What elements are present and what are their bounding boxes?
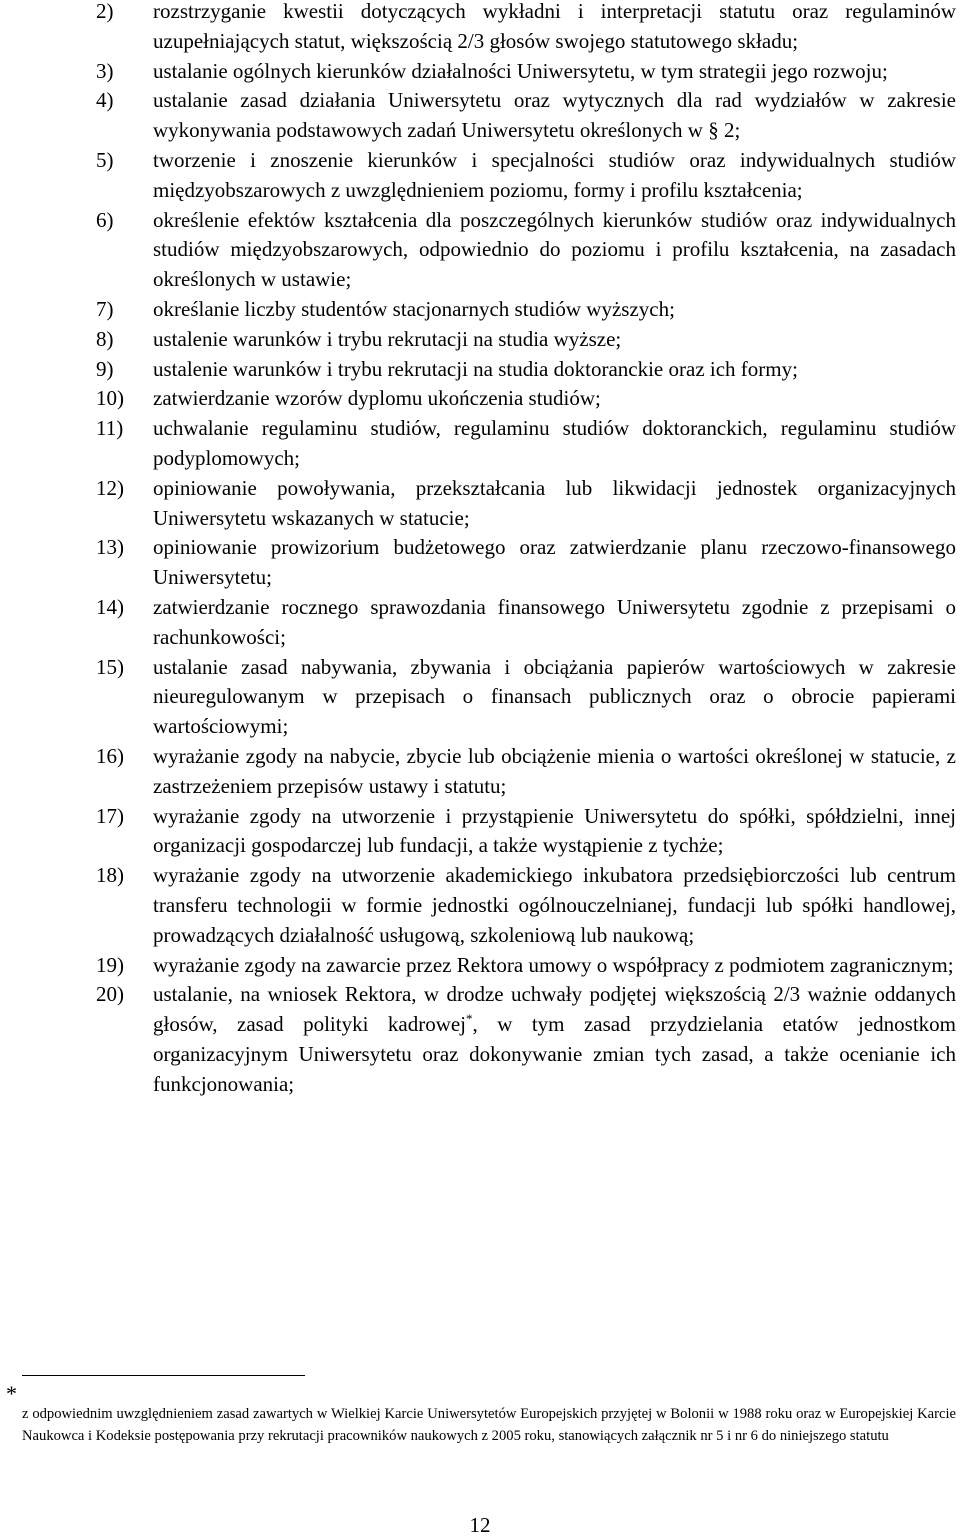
list-item-number: 8) xyxy=(96,326,114,351)
list-item-text: rozstrzyganie kwestii dotyczących wykładni i interpretacji statutu oraz regulaminów uzupełniających statut, większością 2/3 głosów swojego statutowego składu; xyxy=(153,0,956,53)
list-item xyxy=(96,355,956,385)
list-item-text: uchwalanie regulaminu studiów, regulaminu studiów doktoranckich, regulaminu studiów podyplomowych; xyxy=(153,416,956,470)
resolution-list xyxy=(96,0,956,1099)
list-item-number: 13) xyxy=(96,535,124,560)
list-item-number: 10) xyxy=(96,386,124,411)
list-item-text: zatwierdzanie rocznego sprawozdania finansowego Uniwersytetu zgodnie z przepisami o rachunkowości; xyxy=(153,594,956,649)
footnote-reference[interactable]: * xyxy=(466,1011,473,1027)
list-item-text: ustalenie warunków i trybu rekrutacji na studia wyższe; xyxy=(153,326,622,351)
list-item xyxy=(96,802,956,862)
list-item-number: 14) xyxy=(96,594,124,619)
list-item-number: 17) xyxy=(96,803,124,828)
list-item-text: wyrażanie zgody na utworzenie akademickiego inkubatora przedsiębiorczości lub centrum transferu technologii w formie jednostki ogólnouczelnianej, fundacji lub spółki handlowej, prowadzących działalność usługową, szkoleniową lub naukową; xyxy=(153,863,956,947)
list-item-number: 11) xyxy=(96,416,124,441)
text-after-footnote: , w tym zasad przydzielania etatów jednostkom organizacyjnym Uniwersytetu oraz dokonywanie zmian tych zasad, a także ocenianie ich funkcjonowania; xyxy=(153,1012,956,1096)
list-item-text: zatwierdzanie wzorów dyplomu ukończenia studiów; xyxy=(153,386,601,411)
list-item xyxy=(96,474,956,534)
list-item xyxy=(96,653,956,742)
list-item-number: 2) xyxy=(96,0,114,23)
page-number: 12 xyxy=(469,1513,491,1537)
list-item-number: 4) xyxy=(96,88,114,113)
list-item-number: 7) xyxy=(96,296,114,321)
list-item-text: tworzenie i znoszenie kierunków i specjalności studiów oraz indywidualnych studiów międzyobszarowych z uwzględnieniem poziomu, formy i profilu kształcenia; xyxy=(153,147,956,202)
list-item-number: 15) xyxy=(96,654,124,679)
list-item xyxy=(96,86,956,146)
list-item-text: opiniowanie prowizorium budżetowego oraz zatwierdzanie planu rzeczowo-finansowego Uniwersytetu; xyxy=(153,535,956,590)
list-item xyxy=(96,384,956,414)
list-item-number: 12) xyxy=(96,475,124,500)
footnote-text: z odpowiednim uwzględnieniem zasad zawartych w Wielkiej Karcie Uniwersytetów Europejskich przyjętej w Bolonii w 1988 roku oraz w Europejskiej Karcie Naukowca i Kodeksie postępowania przy rekrutacji pracowników naukowych z 2005 roku, stanowiących załącznik nr 5 i nr 6 do niniejszego statutu xyxy=(22,1406,956,1444)
list-item xyxy=(96,861,956,950)
list-item xyxy=(96,742,956,802)
list-item-20 xyxy=(96,980,956,1099)
list-item-number: 18) xyxy=(96,863,124,888)
list-item-number: 6) xyxy=(96,207,114,232)
list-item xyxy=(96,295,956,325)
list-item-number: 3) xyxy=(96,58,114,83)
list-item xyxy=(96,0,956,57)
list-item-text: wyrażanie zgody na zawarcie przez Rektora umowy o współpracy z podmiotem zagranicznym; xyxy=(153,952,954,977)
list-item-text: wyrażanie zgody na nabycie, zbycie lub obciążenie mienia o wartości określonej w statucie, z zastrzeżeniem przepisów ustawy i statutu; xyxy=(153,743,956,798)
list-item xyxy=(96,146,956,206)
list-item-text: ustalanie zasad nabywania, zbywania i obciążania papierów wartościowych w zakresie nieuregulowanym w przepisach o finansach publicznych oraz o obrocie papierami wartościowymi; xyxy=(153,654,956,739)
list-item-text: ustalenie warunków i trybu rekrutacji na studia doktoranckie oraz ich formy; xyxy=(153,356,798,381)
list-item-number: 16) xyxy=(96,743,124,768)
list-item-number: 5) xyxy=(96,147,114,172)
list-item xyxy=(96,593,956,653)
list-item-number: 19) xyxy=(96,952,124,977)
footnote-marker: * xyxy=(6,1381,17,1406)
list-item xyxy=(96,951,956,981)
list-item-text: ustalanie ogólnych kierunków działalności Uniwersytetu, w tym strategii jego rozwoju; xyxy=(153,58,888,83)
list-item-text: ustalanie zasad działania Uniwersytetu oraz wytycznych dla rad wydziałów w zakresie wykonywania podstawowych zadań Uniwersytetu określonych w § 2; xyxy=(153,88,956,143)
list-item xyxy=(96,206,956,295)
text-before-footnote: ustalanie, na wniosek Rektora, w drodze uchwały podjętej większością 2/3 ważnie oddanych głosów, zasad polityki kadrowej xyxy=(153,982,956,1037)
list-item-text: opiniowanie powoływania, przekształcania lub likwidacji jednostek organizacyjnych Uniwersytetu wskazanych w statucie; xyxy=(153,475,956,530)
list-item xyxy=(96,325,956,355)
list-item-number: 20) xyxy=(96,982,124,1007)
list-item-text: wyrażanie zgody na utworzenie i przystąpienie Uniwersytetu do spółki, spółdzielni, innej organizacji gospodarczej lub fundacji, a także wystąpienie z tychże; xyxy=(153,803,956,858)
list-item-text xyxy=(153,980,956,1099)
footnote-separator xyxy=(22,1375,305,1376)
list-item-text: określanie liczby studentów stacjonarnych studiów wyższych; xyxy=(153,296,675,321)
list-item xyxy=(96,57,956,87)
list-item xyxy=(96,533,956,593)
list-item-number: 9) xyxy=(96,356,114,381)
list-item xyxy=(96,414,956,474)
list-item-text: określenie efektów kształcenia dla poszczególnych kierunków studiów oraz indywidualnych studiów międzyobszarowych, odpowiednio do poziomu i profilu kształcenia, na zasadach określonych w ustawie; xyxy=(153,207,956,292)
